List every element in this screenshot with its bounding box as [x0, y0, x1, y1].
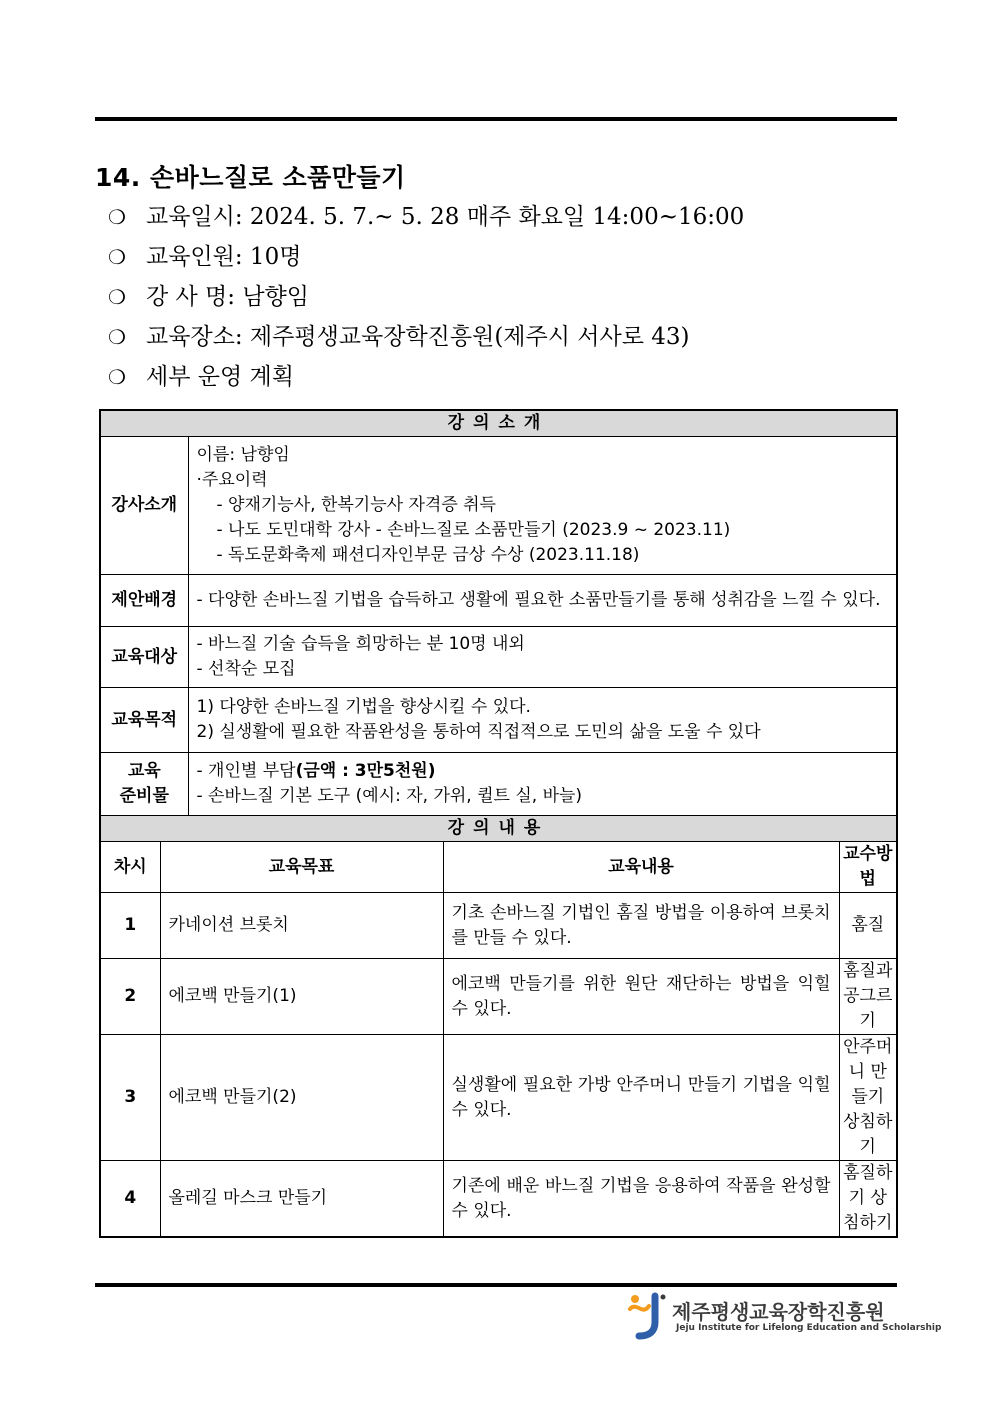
- instructor-details: [188, 437, 897, 575]
- session-number: 1: [100, 893, 160, 959]
- info-bullets: [108, 197, 744, 397]
- circle-bullet-icon: ❍: [108, 205, 126, 229]
- header-rule: [95, 117, 897, 121]
- session-content: 기초 손바느질 기법인 홈질 방법을 이용하여 브롯치를 만들 수 있다.: [443, 893, 839, 959]
- instructor-name: 이름: 남향임: [196, 445, 290, 465]
- label-supplies: 교육 준비물: [100, 753, 188, 816]
- session-number: 4: [100, 1161, 160, 1238]
- career-heading: ·주요이력: [196, 470, 268, 490]
- label-background: 제안배경: [100, 575, 188, 627]
- goal-line: 1) 다양한 손바느질 기법을 향상시킬 수 있다.: [196, 697, 531, 717]
- goal-details: [188, 688, 897, 753]
- circle-bullet-icon: ❍: [108, 245, 126, 269]
- bullet-venue: ❍ 교육장소: 제주평생교육장학진흥원(제주시 서사로 43): [108, 317, 744, 357]
- bullet-instructor: ❍ 강 사 명: 남향임: [108, 277, 744, 317]
- footer-org-name: 제주평생교육장학진흥원: [672, 1300, 885, 1324]
- table-row: [100, 1161, 897, 1238]
- session-goal: 에코백 만들기(2): [160, 1035, 443, 1161]
- session-number: 2: [100, 959, 160, 1035]
- col-header-session: 차시: [100, 842, 160, 893]
- institute-logo-icon: [627, 1292, 667, 1340]
- session-content: 실생활에 필요한 가방 안주머니 만들기 기법을 익힐 수 있다.: [443, 1035, 839, 1161]
- session-goal: 에코백 만들기(1): [160, 959, 443, 1035]
- col-header-method: 교수방법: [839, 842, 897, 893]
- target-details: [188, 627, 897, 688]
- bullet-capacity: ❍ 교육인원: 10명: [108, 237, 744, 277]
- target-line: - 바느질 기술 습득을 희망하는 분 10명 내외: [196, 634, 525, 654]
- section-header-content: 강의내용: [100, 816, 897, 842]
- career-item: - 나도 도민대학 강사 - 손바느질로 소품만들기 (2023.9 ~ 2023.11): [216, 520, 731, 540]
- career-item: - 독도문화축제 패션디자인부문 금상 수상 (2023.11.18): [216, 545, 640, 565]
- session-method: 홈질과 공그르기: [839, 959, 897, 1035]
- background-text: - 다양한 손바느질 기법을 습득하고 생활에 필요한 소품만들기를 통해 성취감을 느낄 수 있다.: [188, 575, 897, 627]
- goal-line: 2) 실생활에 필요한 작품완성을 통하여 직접적으로 도민의 삶을 도울 수 있다: [196, 722, 761, 742]
- target-line: - 선착순 모집: [196, 659, 296, 679]
- table-row: [100, 893, 897, 959]
- label-goal: 교육목적: [100, 688, 188, 753]
- session-goal: 올레길 마스크 만들기: [160, 1161, 443, 1238]
- session-goal: 카네이션 브롯치: [160, 893, 443, 959]
- label-target: 교육대상: [100, 627, 188, 688]
- circle-bullet-icon: ❍: [108, 285, 126, 309]
- table-row: [100, 959, 897, 1035]
- col-header-content: 교육내용: [443, 842, 839, 893]
- session-method: 홈질: [839, 893, 897, 959]
- supplies-details: [188, 753, 897, 816]
- session-content: 에코백 만들기를 위한 원단 재단하는 방법을 익힐 수 있다.: [443, 959, 839, 1035]
- supplies-tools: - 손바느질 기본 도구 (예시: 자, 가위, 퀼트 실, 바늘): [196, 786, 583, 806]
- session-method: 홈질하기 상침하기: [839, 1161, 897, 1238]
- career-item: - 양재기능사, 한복기능사 자격증 취득: [216, 495, 496, 515]
- supplies-cost-amount: (금액 : 3만5천원): [295, 761, 436, 781]
- circle-bullet-icon: ❍: [108, 365, 126, 389]
- page-title: 14. 손바느질로 소품만들기: [95, 163, 406, 192]
- session-number: 3: [100, 1035, 160, 1161]
- label-instructor: 강사소개: [100, 437, 188, 575]
- session-method: 안주머니 만들기 상침하기: [839, 1035, 897, 1161]
- bullet-plan: ❍ 세부 운영 계획: [108, 357, 744, 397]
- bullet-schedule: ❍ 교육일시: 2024. 5. 7.~ 5. 28 매주 화요일 14:00~16:00: [108, 197, 744, 237]
- col-header-goal: 교육목표: [160, 842, 443, 893]
- session-content: 기존에 배운 바느질 기법을 응용하여 작품을 완성할 수 있다.: [443, 1161, 839, 1238]
- circle-bullet-icon: ❍: [108, 325, 126, 349]
- footer-org-name-en: Jeju Institute for Lifelong Education and Scholarship: [676, 1323, 942, 1333]
- supplies-cost: - 개인별 부담(금액 : 3만5천원): [196, 761, 436, 781]
- section-header-intro: 강의소개: [100, 410, 897, 437]
- plan-table: [99, 409, 898, 1238]
- footer-rule: [95, 1283, 897, 1287]
- table-row: [100, 1035, 897, 1161]
